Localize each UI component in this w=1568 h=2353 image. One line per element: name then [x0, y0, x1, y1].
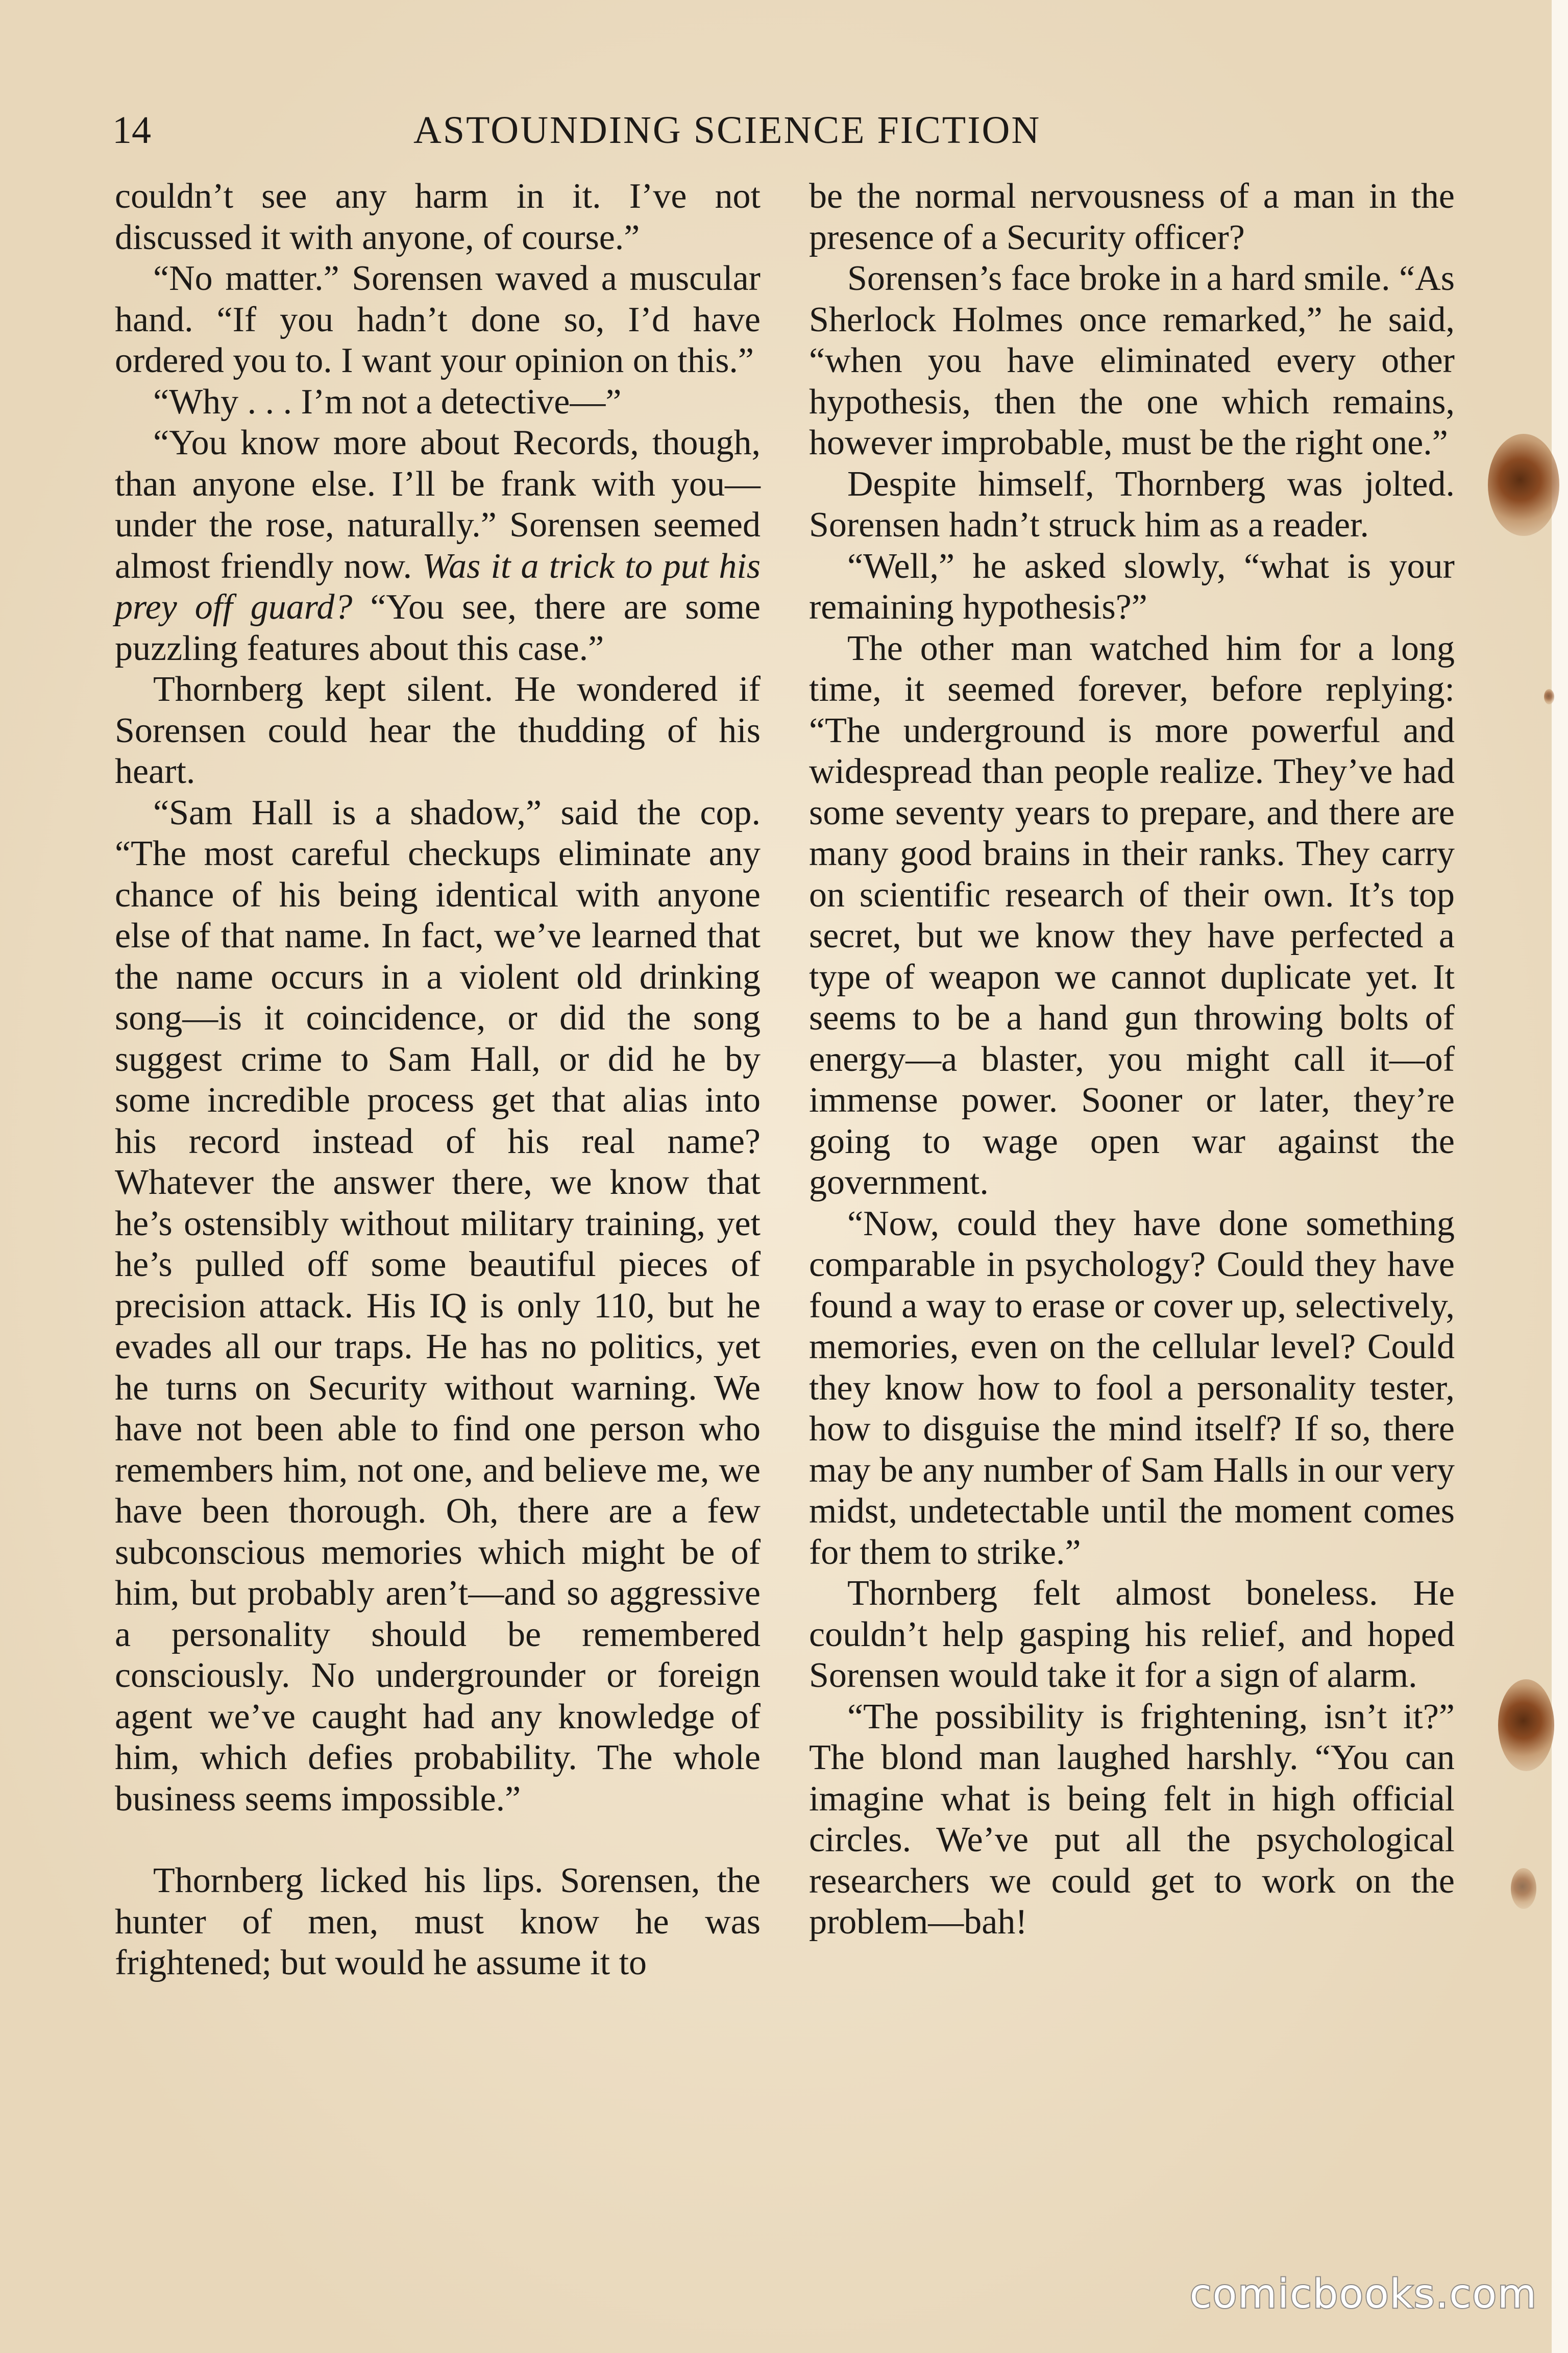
paragraph: Thornberg kept silent. He wondered if Sorensen could hear the thudding of his heart. — [115, 670, 761, 791]
page-number: 14 — [112, 109, 151, 152]
paragraph: be the normal nervousness of a man in the presence of a Security officer? — [809, 177, 1455, 257]
paragraph: Despite himself, Thornberg was jolted. Sorensen hadn’t struck him as a reader. — [809, 464, 1455, 545]
italic-thought: Was it a trick to put his prey off guard? — [115, 546, 761, 627]
paragraph: “Why . . . I’m not a detective—” — [153, 382, 622, 422]
right-column — [809, 176, 1455, 1943]
paragraph: Thornberg licked his lips. Sorensen, the hunter of men, must know he was frightened; but would he assume it to — [115, 1861, 761, 1982]
paragraph: Thornberg felt almost boneless. He couldn’t help gasping his relief, and hoped Sorensen would take it for a sign of alarm. — [809, 1574, 1455, 1695]
stain-mark — [1511, 1868, 1536, 1909]
page-header — [112, 102, 1460, 158]
left-column — [115, 176, 761, 1984]
paragraph: couldn’t see any harm in it. I’ve not discussed it with anyone, of course.” — [115, 177, 761, 257]
paragraph: The other man watched him for a long time, it seemed forever, before replying: “The underground is more powerful and widespread than people realize. They’ve had some seventy years to prepare, and there are many good brains in their ranks. They carry on scientific research of their own. It’s top secret, but we know they have perfected a type of weapon we cannot duplicate yet. It seems to be a hand gun throwing bolts of energy—a blaster, you might call it—of immense power. Sooner or later, they’re going to wage open war against the government. — [809, 628, 1455, 1202]
watermark: comicbooks.com — [1189, 2271, 1537, 2317]
page-edge — [1552, 0, 1568, 2353]
paragraph: “Now, could they have done something comparable in psychology? Could they have found a way to erase or cover up, selectively, memories, even on the cellular level? Could they know how to fool a personality tester, how to disguise the mind itself? If so, there may be any number of Sam Halls in our very midst, undetectable until the moment comes for them to strike.” — [809, 1204, 1455, 1572]
paragraph-text: “You know more about Records, though, than anyone else. I’ll be frank with you—under the rose, naturally.” Sorensen seemed almost friendly now. — [115, 423, 761, 586]
stain-mark — [1544, 689, 1554, 704]
paragraph: “The possibility is frightening, isn’t it?” The blond man laughed harshly. “You can imagine what is being felt in high official circles. We’ve put all the psychological researchers we could get to work on the problem—bah! — [809, 1697, 1455, 1942]
paragraph: “Sam Hall is a shadow,” said the cop. “The most careful checkups eliminate any chance of his being identical with anyone else of that name. In fact, we’ve learned that the name occurs in a violent old drinking song—is it coincidence, or did the song suggest crime to Sam Hall, or did he by some incredible process get that alias into his record instead of his real name? Whatever the answer there, we know that he’s ostensibly without military training, yet he’s pulled off some beautiful pieces of precision attack. His IQ is only 110, but he evades all our traps. He has no politics, yet he turns on Security without warning. We have not been able to find one person who remembers him, not one, and believe me, we have been thorough. Oh, there are a few subconscious memories which might be of him, but probably aren’t—and so aggressive a personality should be remembered consciously. No undergrounder or foreign agent we’ve caught had any knowledge of him, which defies probability. The whole business seems impossible.” — [115, 793, 761, 1819]
paragraph-text: “You see, there are some puzzling features about this case.” — [115, 587, 761, 668]
paragraph: “No matter.” Sorensen waved a muscular hand. “If you hadn’t done so, I’d have ordered you to. I want your opinion on this.” — [115, 259, 761, 380]
running-title: ASTOUNDING SCIENCE FICTION — [413, 109, 1041, 152]
paragraph: Sorensen’s face broke in a hard smile. “As Sherlock Holmes once remarked,” he said, “when you have eliminated every other hypothesis, then the one which remains, however improbable, must be the right one.” — [809, 259, 1455, 462]
paragraph — [115, 423, 761, 669]
paragraph: “Well,” he asked slowly, “what is your remaining hypothesis?” — [809, 546, 1455, 627]
stain-mark — [1498, 1679, 1554, 1771]
stain-mark — [1488, 434, 1559, 536]
